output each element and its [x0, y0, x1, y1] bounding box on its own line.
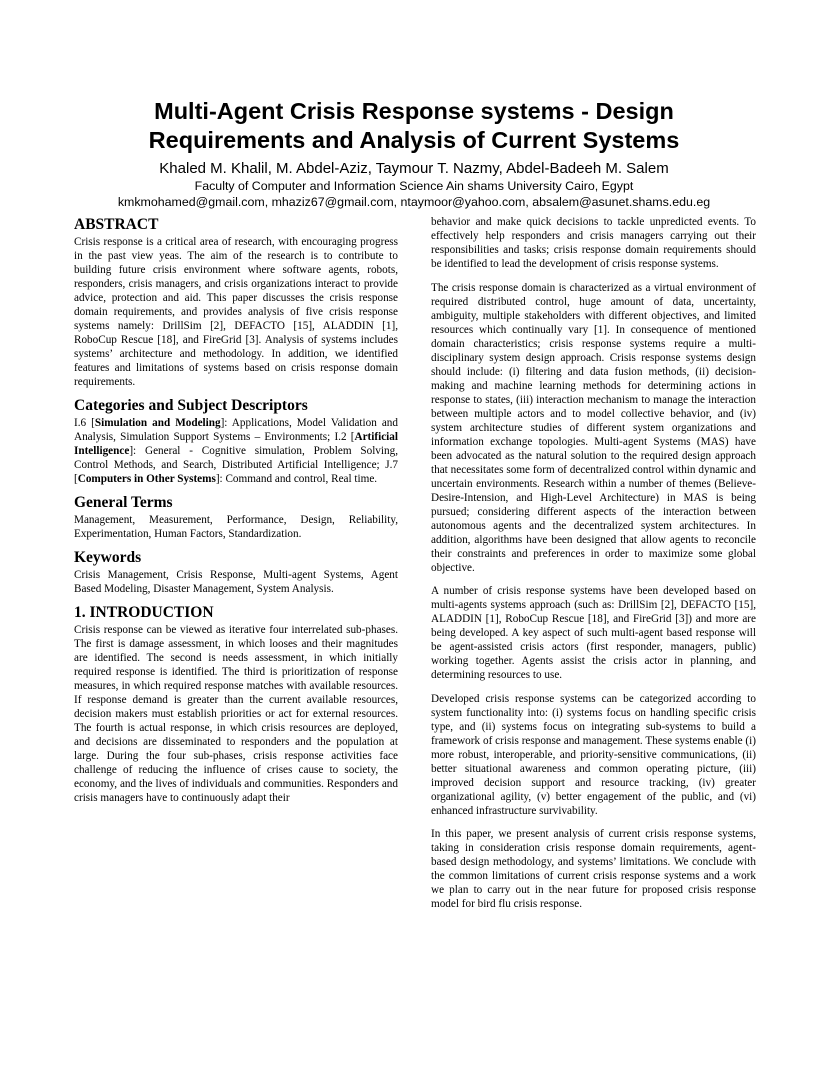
paper-outline-paragraph: In this paper, we present analysis of current crisis response systems, taking in consideration crisis response domain requirements, agent-based design methodology, and systems’ limitations. We conclude with the common limitations of current crisis response systems and a work we plan to carry out in the near future for proposed crisis response model for bird flu crisis response.	[431, 828, 756, 910]
categories-text-part-1: I.6 [	[74, 417, 95, 429]
paper-header	[0, 97, 828, 210]
general-terms-heading: General Terms	[74, 494, 173, 511]
general-terms-section	[74, 494, 398, 541]
right-column	[431, 215, 756, 921]
abstract-heading: ABSTRACT	[74, 216, 159, 233]
systems-overview-paragraph: A number of crisis response systems have been developed based on multi-agents systems approach (such as: DrillSim [2], DEFACTO [15], ALADDIN [1], RoboCup Rescue [18], and FireGrid [3]) and more are being developed. A key aspect of such multi-agent based response will be agent-assisted crisis actors (first responder, managers, public) working together. Agents assist the crisis actor in planning, and determining resources to use.	[431, 585, 756, 681]
paper-title	[0, 97, 828, 155]
categories-text	[74, 416, 398, 486]
general-terms-text: Management, Measurement, Performance, Design, Reliability, Experimentation, Human Factors, Standardization.	[74, 514, 398, 540]
categories-text-part-2: ]: Applications, Model Validation and Analysis, Simulation Support Systems – Environments; I.2 [	[74, 417, 398, 443]
systems-categorization-paragraph: Developed crisis response systems can be categorized according to system functionality into: (i) systems focus on handling specific crisis type, and (ii) systems focus on integrating sub-systems to build a framework of crisis response and management. These systems enable (i) more robust, interoperable, and priority-sensitive communications, (ii) better situational awareness and common operating picture, (iii) improved decision support and resource tracking, (iv) greater organizational agility, (v) better engagement of the public, and (vi) enhanced infrastructure survivability.	[431, 692, 756, 817]
categories-section	[74, 397, 398, 486]
abstract-section	[74, 216, 398, 389]
categories-heading: Categories and Subject Descriptors	[74, 397, 308, 414]
keywords-text: Crisis Management, Crisis Response, Multi-agent Systems, Agent Based Modeling, Disaster Management, System Analysis.	[74, 569, 398, 595]
keywords-heading: Keywords	[74, 549, 142, 566]
introduction-text: Crisis response can be viewed as iterative four interrelated sub-phases. The first is damage assessment, in which looses and their magnitudes are identified. The second is needs assessment, in which initially required response is identified. The third is prioritization of response measures, in which required response matches with available resources. If response demand is greater than the current available resources, decision makers must establish priorities or act for external resources. The fourth is actual response, in which crisis resources are deployed, and decisions are disseminated to responders and the population at large. During the four sub-phases, crisis response activities face challenge of reducing the influence of crises cause to society, the economy, and the lives of individuals and communities. Responders and crisis managers have to continuously adapt their	[74, 624, 398, 804]
category-artificial-intelligence: Artificial Intelligence	[74, 431, 398, 457]
category-simulation-modeling: Simulation and Modeling	[94, 417, 221, 429]
title-line-1: Multi-Agent Crisis Response systems - Design	[154, 98, 674, 124]
affiliation: Faculty of Computer and Information Science Ain shams University Cairo, Egypt	[194, 179, 634, 193]
categories-text-part-3: ]: General - Cognitive simulation, Problem Solving, Control Methods, and Search, Distributed Artificial Intelligence; J.7 [	[74, 445, 398, 485]
introduction-heading: 1. INTRODUCTION	[74, 604, 214, 621]
introduction-section	[74, 604, 398, 805]
category-computers-other-systems: Computers in Other Systems	[77, 473, 216, 485]
keywords-section	[74, 549, 398, 596]
title-line-2: Requirements and Analysis of Current Systems	[148, 127, 680, 153]
author-list: Khaled M. Khalil, M. Abdel-Aziz, Taymour T. Nazmy, Abdel-Badeeh M. Salem	[159, 160, 669, 177]
author-emails: kmkmohamed@gmail.com, mhaziz67@gmail.com, ntaymoor@yahoo.com, absalem@asunet.shams.edu.eg	[117, 195, 711, 209]
abstract-text: Crisis response is a critical area of research, with encouraging progress in the past view yeas. The aim of the research is to contribute to building future crisis environment where software agents, robots, responders, crisis managers, and crisis organizations interact to provide advice, protection and aid. This paper discusses the crisis response domain requirements, and provides analysis of five crisis response systems namely: DrillSim [2], DEFACTO [15], ALADDIN [1], RoboCup Rescue [18], and FireGrid [3]. Analysis of systems includes systems’ architecture and methodology. In addition, we identified features and limitations of systems based on crisis response domain requirements.	[74, 236, 398, 388]
categories-text-part-4: ]: Command and control, Real time.	[215, 473, 378, 485]
intro-paragraph-continued: behavior and make quick decisions to tackle unpredicted events. To effectively help responders and crisis managers carrying out their responsibilities and tasks; crisis response domain requirements should be identified to lead the development of crisis response systems.	[431, 216, 756, 270]
domain-characteristics-paragraph: The crisis response domain is characterized as a virtual environment of required distributed control, huge amount of data, uncertainty, ambiguity, multiple stakeholders with different objectives, and limited resources which continually vary [1]. In consequence of mentioned domain characteristics; crisis response systems require a multi-disciplinary system design approach. Crisis response systems design should include: (i) filtering and data fusion methods, (ii) decision-making and machine learning methods for determining actions in response to states, (iii) interaction mechanism to manage the interaction between multiple actors and to model collective behavior, and (iv) system architecture studies of different system organizations and information exchange topologies. Multi-agent Systems (MAS) have been advocated as the natural solution to the required design approach that necessitates some form of decentralized control within dynamic and uncertain environments. Research within a number of themes (Believe-Desire-Intension, and High-Level Architecture) in MAS is being pursued; considering different aspects of the interaction between autonomous agents and the decentralized system architectures. In addition, algorithms have been designed that allow agents to reconcile their constraints and preferences in order to maximize some global objective.	[431, 281, 756, 574]
left-column	[74, 215, 398, 813]
